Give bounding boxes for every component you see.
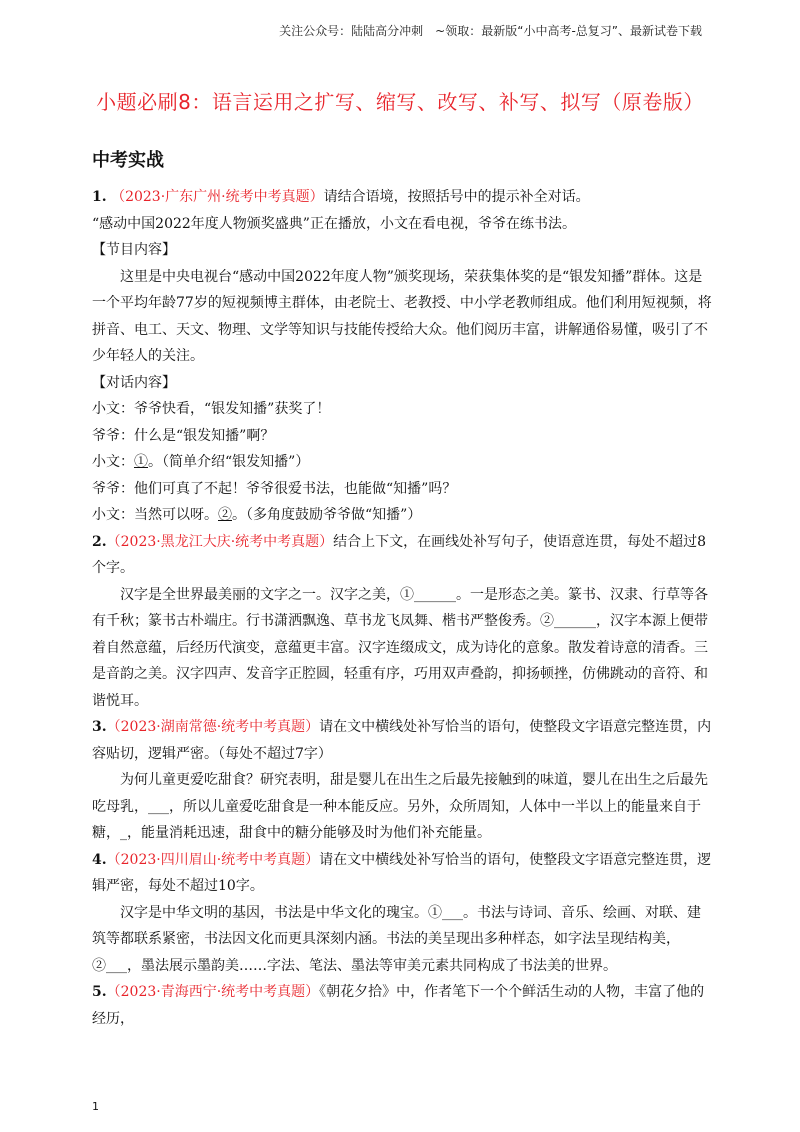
dialogue-speaker: 小文：当然可以呀。: [92, 507, 218, 523]
passage: [92, 767, 712, 847]
answer-blank: ①: [134, 454, 148, 470]
passage: [92, 900, 712, 980]
dialogue-speaker: 小文：: [92, 454, 134, 470]
question-source: （2023·四川眉山·统考中考真题）: [106, 851, 320, 868]
answer-blank: ②: [218, 507, 232, 523]
dialogue-line: 小文：爷爷快看，“银发知播”获奖了！: [92, 401, 331, 417]
passage-text: 。一是形态之美。篆书、汉隶、行草等各有千秋；篆书古朴端庄。行书潇洒飘逸、草书龙飞凤舞、楷书严整俊秀。: [92, 586, 708, 629]
passage-text: 汉字是中华文明的基因，书法是中华文化的瑰宝。①: [120, 904, 442, 921]
answer-blank: ___: [148, 798, 169, 815]
question-4-stem: [92, 847, 712, 900]
page-header: 关注公众号：陆陆高分冲刺 ~领取：最新版“小中高考-总复习”、最新试卷下载: [279, 24, 702, 38]
question-text: 请在文中横线处补写恰当的语句，使整段文字语意完整连贯，内容贴切，逻辑严密。（每处不超过7字）: [92, 719, 712, 762]
dialogue-line: 爷爷：他们可真了不起！爷爷很爱书法，也能做“知播”吗？: [92, 480, 457, 497]
passage-text: ，所以儿童爱吃甜食是一种本能反应。另外，众所周知，人体中一半以上的能量来自于糖，: [92, 798, 701, 841]
dialogue-line: 爷爷：什么是“银发知播”啊？: [92, 427, 275, 444]
passage-text: 为何儿童更爱吃甜食？研究表明，甜是婴儿在出生之后最先接触到的味道，婴儿在出生之后最先吃母乳，: [92, 772, 708, 815]
question-1-stem: [92, 184, 712, 211]
question-context: “感动中国2022年度人物颁奖盛典”正在播放，小文在看电视，爷爷在练书法。: [92, 215, 576, 232]
passage-text: 汉字是全世界最美丽的文字之一。汉字之美，: [120, 586, 400, 603]
section-label: 【节目内容】: [92, 242, 176, 258]
question-number: 3.: [92, 719, 107, 735]
passage-text: ，墨法展示墨韵美……字法、笔法、墨法等审美元素共同构成了书法美的世界。: [127, 957, 617, 974]
page-number: 1: [92, 1100, 99, 1113]
dialogue-line: [92, 502, 712, 529]
answer-blank: ___: [106, 957, 127, 974]
question-text: 《朝花夕拾》中，作者笔下一个个鲜活生动的人物，丰富了他的经历，: [92, 984, 705, 1027]
dialogue-line: [92, 449, 712, 476]
answer-blank: ___: [442, 904, 463, 921]
answer-blank: _: [120, 825, 127, 841]
question-source: （2023·黑龙江大庆·统考中考真题）: [106, 533, 334, 550]
passage-text: ，能量消耗迅速，甜食中的糖分能够及时为他们补充能量。: [127, 825, 491, 841]
dialogue-hint: 。（多角度鼓励爷爷做“知播”）: [232, 507, 422, 523]
question-text: 请结合语境，按照括号中的提示补全对话。: [323, 189, 590, 205]
question-2-stem: [92, 529, 712, 582]
question-source: （2023·广东广州·统考中考真题）: [111, 189, 324, 205]
question-source: （2023·湖南常德·统考中考真题）: [106, 719, 320, 735]
passage: 这里是中央电视台“感动中国2022年度人物”颁奖现场，荣获集体奖的是“银发知播”群体。这是一个平均年龄77岁的短视频博主群体，由老院士、老教授、中小学老教师组成。他们利用短视频，将拼音、电工、天文、物理、文学等知识与技能传授给大众。他们阅历丰富，讲解通俗易懂，吸引了不少年轻人的关注。: [92, 268, 712, 364]
question-text: 请在文中横线处补写恰当的语句，使整段文字语意完整连贯，逻辑严密，每处不超过10字。: [92, 851, 712, 894]
passage-text: ，汉字本源上便带着自然意蕴，后经历代演变，意蕴更丰富。汉字连缀成文，成为诗化的意象。散发着诗意的清香。三是音韵之美。汉字四声、发音字正腔圆，轻重有序，巧用双声叠韵，抑扬顿挫，仿佛跳动的音符、和谐悦耳。: [92, 613, 708, 709]
question-source: （2023·青海西宁·统考中考真题）: [106, 984, 320, 1000]
passage-text: 。书法与诗词、音乐、绘画、对联、建筑等都联系紧密，书法因文化而更具深刻内涵。书法的美呈现出多种样态，如字法呈现结构美，②: [92, 904, 701, 974]
section-heading: 中考实战: [92, 150, 164, 171]
answer-blank: ①______: [400, 586, 456, 603]
question-number: 1.: [92, 189, 107, 205]
passage: [92, 582, 712, 715]
question-number: 4.: [92, 851, 107, 868]
question-number: 2.: [92, 533, 107, 550]
answer-blank: ②______: [540, 613, 596, 629]
dialogue-hint: 。（简单介绍“银发知播”）: [148, 454, 310, 470]
question-3-stem: [92, 714, 712, 767]
question-text: 结合上下文，在画线处补写句子，使语意连贯，每处不超过8个字。: [92, 533, 707, 576]
document-body: [92, 184, 712, 1032]
document-title: 小题必刷8：语言运用之扩写、缩写、改写、补写、拟写（原卷版）: [96, 90, 704, 114]
question-number: 5.: [92, 984, 107, 1000]
section-label: 【对话内容】: [92, 374, 176, 391]
question-5-stem: [92, 979, 712, 1032]
